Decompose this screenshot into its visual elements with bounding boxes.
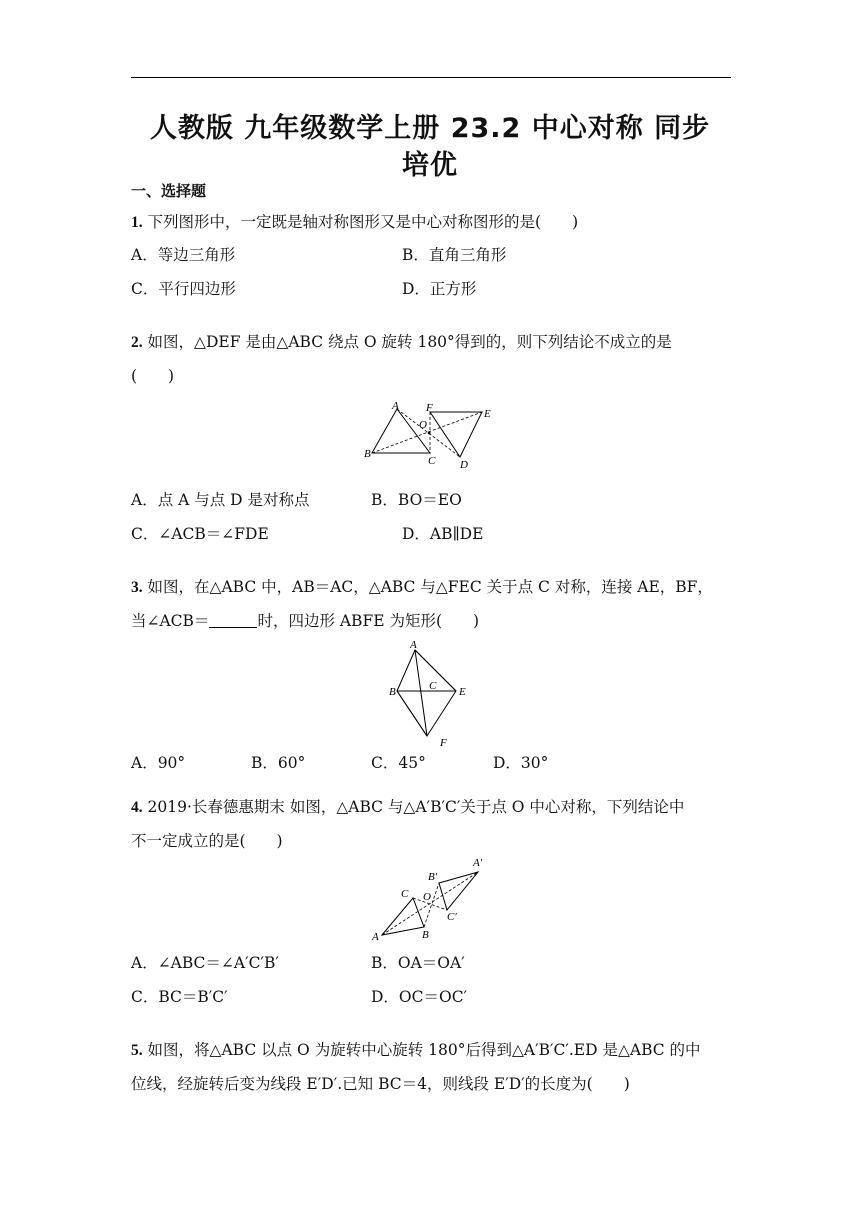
label-a-prime: A′ xyxy=(473,857,483,869)
quadrilateral-abfe xyxy=(397,650,456,736)
question-text: 如图，将△ABC 以点 O 为旋转中心旋转 180°后得到△A′B′C′.ED 是△ABC 的中 xyxy=(142,1041,701,1059)
question-text: 如图，在△ABC 中，AB＝AC，△ABC 与△FEC 关于点 C 对称，连接 AE，BF， xyxy=(142,578,713,596)
segment-af xyxy=(415,650,427,736)
question-number: 3. xyxy=(131,579,143,596)
question-4-line2: 不一定成立的是( ) xyxy=(131,832,283,850)
label-e: E xyxy=(484,408,491,420)
question-1 xyxy=(131,210,578,232)
question-text: 下列图形中，一定既是轴对称图形又是中心对称图形的是( ) xyxy=(142,213,579,231)
question-number: 4. xyxy=(131,799,143,816)
question-4 xyxy=(131,795,684,817)
label-c: C xyxy=(401,888,409,900)
question-number: 1. xyxy=(131,214,143,231)
label-c-prime: C′ xyxy=(447,911,457,923)
q3-figure xyxy=(383,638,479,750)
label-a: A xyxy=(392,400,399,412)
q3-option-b: B．60° xyxy=(251,754,306,772)
triangle-def xyxy=(430,412,482,457)
segment-bb-prime xyxy=(424,883,439,927)
label-e: E xyxy=(459,686,466,698)
q1-option-a: A．等边三角形 xyxy=(131,246,236,264)
label-o: O xyxy=(423,891,431,903)
q4-option-b: B．OA＝OA′ xyxy=(371,954,465,972)
triangle-abc xyxy=(382,898,424,935)
question-3 xyxy=(131,575,713,597)
q1-option-d: D．正方形 xyxy=(402,280,477,298)
q2-option-a: A．点 A 与点 D 是对称点 xyxy=(131,491,310,509)
page-title-continued: 培优 xyxy=(402,150,458,181)
section-heading: 一、选择题 xyxy=(131,182,207,200)
question-3-line2 xyxy=(131,609,479,631)
q3-option-d: D．30° xyxy=(493,754,549,772)
label-a: A xyxy=(410,639,417,651)
label-d: D xyxy=(460,459,468,471)
q2-option-c: C．∠ACB＝∠FDE xyxy=(131,525,269,543)
top-rule xyxy=(131,77,731,78)
label-c: C xyxy=(429,680,437,692)
triangle-abc xyxy=(372,409,430,453)
q1-option-c: C．平行四边形 xyxy=(131,280,236,298)
q4-figure xyxy=(366,852,496,944)
page-title: 人教版 九年级数学上册 23.2 中心对称 同步 xyxy=(149,113,711,144)
label-c: C xyxy=(428,455,436,467)
question-5 xyxy=(131,1038,701,1060)
answer-blank xyxy=(209,613,257,628)
triangle-abc-prime xyxy=(439,872,478,910)
label-f: F xyxy=(426,402,433,414)
question-text: 如图，△DEF 是由△ABC 绕点 O 旋转 180°得到的，则下列结论不成立的是 xyxy=(142,333,672,351)
label-b: B xyxy=(364,448,371,460)
question-2 xyxy=(131,330,672,352)
question-text-part: 当∠ACB＝ xyxy=(131,612,210,630)
q4-option-d: D．OC＝OC′ xyxy=(371,988,468,1006)
label-f: F xyxy=(440,737,447,749)
question-2-line2: ( ) xyxy=(131,367,175,385)
label-b: B xyxy=(389,686,396,698)
q1-option-b: B．直角三角形 xyxy=(402,246,507,264)
label-o: O xyxy=(419,419,427,431)
q4-option-a: A．∠ABC＝∠A′C′B′ xyxy=(131,954,279,972)
segment-bf xyxy=(397,691,427,736)
question-number: 2. xyxy=(131,334,143,351)
label-b: B xyxy=(422,929,429,941)
question-number: 5. xyxy=(131,1042,143,1059)
question-text-part: 时，四边形 ABFE 为矩形( ) xyxy=(257,612,480,630)
q4-option-c: C．BC＝B′C′ xyxy=(131,988,228,1006)
label-a: A xyxy=(372,931,379,943)
label-b-prime: B′ xyxy=(428,871,438,883)
q2-option-b: B．BO＝EO xyxy=(371,491,462,509)
question-text: 2019·长春德惠期末 如图，△ABC 与△A′B′C′关于点 O 中心对称，下列结论中 xyxy=(142,798,685,816)
q3-option-c: C．45° xyxy=(371,754,426,772)
q2-option-d: D．AB∥DE xyxy=(402,525,484,543)
point-o xyxy=(428,432,431,435)
question-5-line2: 位线，经旋转后变为线段 E′D′.已知 BC＝4，则线段 E′D′的长度为( ) xyxy=(131,1075,630,1093)
q3-option-a: A．90° xyxy=(131,754,186,772)
q2-figure xyxy=(362,398,498,472)
